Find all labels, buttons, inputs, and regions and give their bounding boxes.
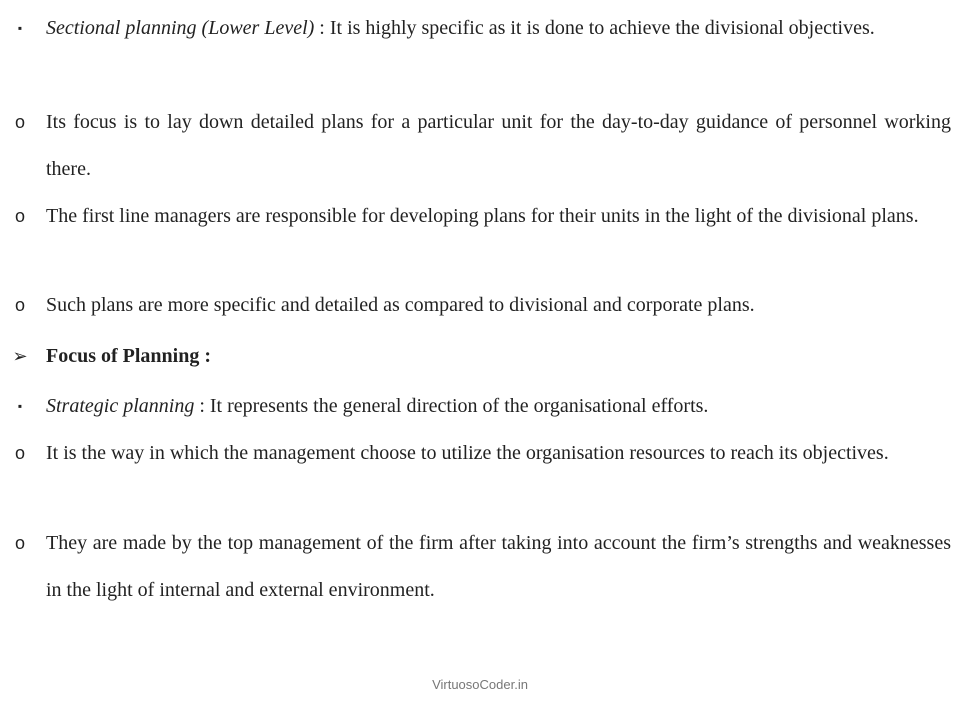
- circle-bullet-icon: o: [14, 112, 25, 132]
- circle-bullet-icon: o: [14, 533, 25, 553]
- section-heading-text: Focus of Planning :: [46, 345, 212, 367]
- list-item-focus-detailed-plans: [14, 99, 951, 193]
- section-heading-focus-of-planning: [12, 333, 951, 380]
- term-sectional-planning: Sectional planning (Lower Level): [46, 17, 315, 39]
- circle-bullet-icon: o: [14, 206, 25, 226]
- item-text: Its focus is to lay down detailed plans for a particular unit for the day-to-day guidance of personnel working there.: [46, 111, 951, 180]
- list-item-management-resources: [14, 430, 951, 477]
- circle-bullet-icon: o: [14, 295, 25, 315]
- item-text: : It represents the general direction of the organisational efforts.: [194, 395, 709, 417]
- circle-bullet-icon: o: [14, 443, 25, 463]
- term-strategic-planning: Strategic planning: [46, 395, 195, 417]
- list-item-strategic-planning: [17, 383, 951, 430]
- item-text: They are made by the top management of the firm after taking into account the firm’s strengths and weaknesses in the light of internal and external environment.: [46, 532, 951, 601]
- list-item-first-line-managers: [14, 193, 951, 240]
- item-text: It is the way in which the management choose to utilize the organisation resources to reach its objectives.: [46, 442, 889, 464]
- list-item-specific-plans: [14, 282, 951, 329]
- item-text: The first line managers are responsible for developing plans for their units in the light of the divisional plans.: [46, 205, 919, 227]
- list-item-sectional-planning: [17, 5, 951, 52]
- square-bullet-icon: ▪: [17, 21, 23, 35]
- square-bullet-icon: ▪: [17, 399, 23, 413]
- arrow-bullet-icon: ➢: [12, 346, 28, 366]
- item-text: Such plans are more specific and detailed as compared to divisional and corporate plans.: [46, 294, 755, 316]
- watermark-footer: VirtuosoCoder.in: [432, 677, 528, 692]
- item-text: : It is highly specific as it is done to achieve the divisional objectives.: [314, 17, 875, 39]
- list-item-top-management: [14, 520, 951, 614]
